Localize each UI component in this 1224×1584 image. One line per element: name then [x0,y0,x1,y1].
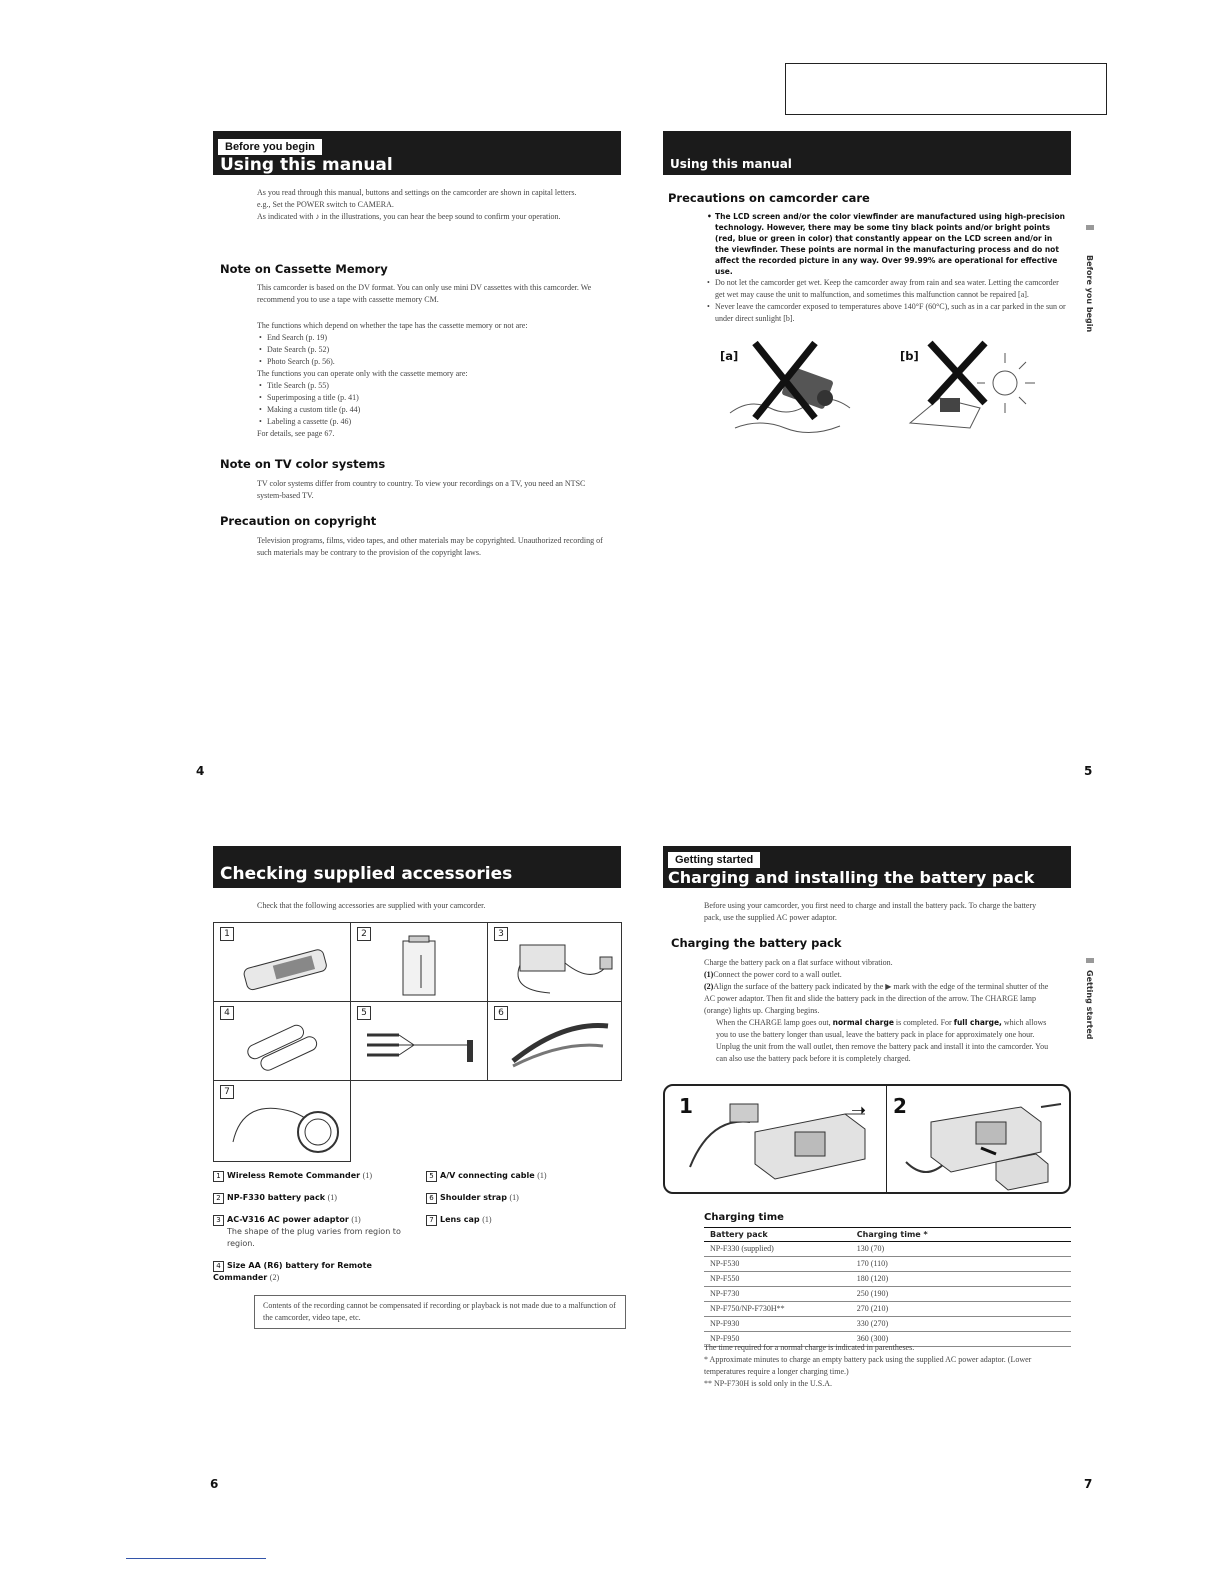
tv-text: TV color systems differ from country to country. To view your recordings on a TV, you need an NTSC system-based TV. [257,479,586,500]
cell-number: 7 [220,1085,234,1099]
page-number: 4 [196,764,205,778]
figure-divider [886,1086,887,1192]
step-arrow: ➝ [851,1100,867,1121]
functions-intro: The functions which depend on whether the tape has the cassette memory or not are: [257,321,528,330]
copyright-heading: Precaution on copyright [220,514,377,528]
notice-box: Contents of the recording cannot be compensated if recording or playback is not made due to a malfunction of the camcorder, video tape, etc. [254,1295,626,1329]
cell-number: 2 [357,927,371,941]
step-2: (2)Align the surface of the battery pack indicated by the ▶ mark with the edge of the terminal shutter of the AC power adaptor. Then fit and slide the battery pack in the direction of the arrow. The CHARGE lamp (orange) lights up. Charging begins. [704,982,1049,1015]
note-parentheses: The time required for a normal charge is indicated in parentheses. [704,1343,915,1352]
table-row: NP-F750/NP-F730H** 270 (210) [704,1302,1071,1317]
charging-heading: Charging the battery pack [671,936,842,950]
accessories-intro: Check that the following accessories are supplied with your camcorder. [257,901,486,910]
accessory-item: 5 A/V connecting cable (1) [426,1170,616,1182]
intro-beep: As indicated with ♪ in the illustrations, you can hear the beep sound to confirm your operation. [257,212,561,221]
charging-intro: Before using your camcorder, you first need to charge and install the battery pack. To charge the battery pack, use the supplied AC power adaptor. [704,901,1037,922]
page-number: 6 [210,1477,219,1491]
accessory-cell-4 [213,1001,351,1081]
charging-steps [704,957,1049,1065]
side-tab: Before you begin [1085,255,1094,333]
table-row: NP-F930 330 (270) [704,1317,1071,1332]
ac-adaptor-icon [508,935,618,1000]
accessory-item: 6 Shoulder strap (1) [426,1192,616,1204]
page5-header [663,131,1071,175]
page4-header [213,131,621,175]
accessory-item: 7 Lens cap (1) [426,1214,616,1226]
tv-heading: Note on TV color systems [220,457,386,471]
cassette-heading: Note on Cassette Memory [220,262,388,276]
functions-block [257,320,617,440]
section-tag: Before you begin [218,139,322,155]
accessories-grid [213,922,622,1162]
cell-number: 1 [220,927,234,941]
accessory-list-left [213,1170,413,1284]
accessory-cell-5 [350,1001,488,1081]
page-number: 7 [1084,1477,1093,1491]
list-item: • Making a custom title (p. 44) [257,404,617,416]
charging-time-heading: Charging time [704,1212,784,1223]
figure-step-1: 1 [679,1094,693,1118]
remote-commander-icon [234,941,334,996]
figure-step-2: 2 [893,1094,907,1118]
side-tab-marker [1086,225,1094,230]
charging-surface-note: Charge the battery pack on a flat surface without vibration. [704,958,893,967]
accessory-item: 4 Size AA (R6) battery for Remote Commander (2) [213,1261,372,1282]
list-item: • End Search (p. 19) [257,332,617,344]
page-title: Using this manual [670,157,792,171]
list-item: • Date Search (p. 52) [257,344,617,356]
cell-number: 5 [357,1006,371,1020]
page-number: 5 [1084,764,1093,778]
aa-batteries-icon [244,1020,324,1075]
table-row: NP-F330 (supplied) 130 (70) [704,1242,1071,1257]
top-right-frame [785,63,1107,115]
page-title: Checking supplied accessories [220,864,513,884]
note-asterisk: * Approximate minutes to charge an empty battery pack using the supplied AC power adaptor. (Lower temperatures require a longer charging time.) [704,1355,1032,1376]
care-bullets [705,211,1067,325]
fig-a-wet-camcorder-illustration [720,338,860,438]
section-tag: Getting started [668,852,760,868]
list-item: • Do not let the camcorder get wet. Keep the camcorder away from rain and sea water. Letting the camcorder get wet may cause the unit to malfunction, and sometimes this malfunction cannot be repaired [a]. [705,277,1067,301]
page-title: Charging and installing the battery pack [668,868,1035,887]
accessory-item: 2 NP-F330 battery pack (1) [213,1192,413,1204]
accessory-cell-2 [350,922,488,1002]
step-1: (1)Connect the power cord to a wall outlet. [704,970,842,979]
side-tab-marker [1086,958,1094,963]
intro-example: e.g., Set the POWER switch to CAMERA. [257,200,394,209]
cassette-text: This camcorder is based on the DV format. You can only use mini DV cassettes with this camcorder. We recommend you to use a tape with cassette memory CM. [257,283,592,304]
table-row: NP-F950 360 (300) [704,1332,1071,1347]
accessory-item: 1 Wireless Remote Commander (1) [213,1170,413,1182]
fig-b-sun-exposure-illustration [905,338,1045,438]
accessory-item: 3 AC-V316 AC power adaptor (1) The shape of the plug varies from region to region. [213,1214,413,1250]
list-item: • Superimposing a title (p. 41) [257,392,617,404]
cell-number: 6 [494,1006,508,1020]
cell-number: 4 [220,1006,234,1020]
list-item: • The LCD screen and/or the color viewfinder are manufactured using high-precision technology. However, there may be some tiny black points and/or bright points (red, blue or green in color) that constantly appear on the LCD screen and/or in the viewfinder. These points are normal in the manufacturing process and do not affect the recorded picture in any way. Over 99.99% are operational for effective use. [705,211,1067,277]
charging-time-table [704,1227,1071,1347]
accessory-cell-6 [487,1001,622,1081]
list-item: • Labeling a cassette (p. 46) [257,416,617,428]
table-row: NP-F530 170 (110) [704,1257,1071,1272]
accessory-list-right [426,1170,616,1226]
shoulder-strap-icon [503,1016,618,1076]
charging-notes [704,1342,1054,1390]
footnote-rule [126,1558,266,1559]
list-item: • Title Search (p. 55) [257,380,617,392]
battery-pack-icon [391,933,451,1001]
charging-figure [663,1084,1071,1194]
accessory-cell-3 [487,922,622,1002]
care-heading: Precautions on camcorder care [668,191,870,205]
column-header: Charging time * [851,1228,1071,1242]
adaptor-battery-step2-illustration [901,1092,1067,1192]
page6-header [213,846,621,888]
accessory-cell-1 [213,922,351,1002]
av-cable-icon [359,1020,484,1075]
list-item: • Never leave the camcorder exposed to temperatures above 140°F (60°C), such as in a car parked in the sun or under direct sunlight [b]. [705,301,1067,325]
page7-header [663,846,1071,888]
side-tab: Getting started [1085,970,1094,1040]
fig-a-label: [a] [720,349,739,363]
step-2-continued: When the CHARGE lamp goes out, normal charge is completed. For full charge, which allows you to use the battery longer than usual, leave the battery pack in place for approximately one hour. Unplug the unit from the wall outlet, then remove the battery pack and install it into the camcorder. You can also use the battery pack before it is completely charged. [716,1018,1049,1063]
table-row: NP-F730 250 (190) [704,1287,1071,1302]
cell-number: 3 [494,927,508,941]
accessory-cell-7 [213,1080,351,1162]
page-title: Using this manual [220,155,393,175]
fig-b-label: [b] [900,349,919,363]
table-row: NP-F550 180 (120) [704,1272,1071,1287]
column-header: Battery pack [704,1228,851,1242]
copyright-text: Television programs, films, video tapes, and other materials may be copyrighted. Unauthorized recording of such materials may be contrary to the provision of the copyright laws. [257,536,603,557]
functions-details: For details, see page 67. [257,429,335,438]
functions-cm-intro: The functions you can operate only with the cassette memory are: [257,369,468,378]
note-double-asterisk: ** NP-F730H is sold only in the U.S.A. [704,1379,833,1388]
lens-cap-icon [228,1097,348,1161]
list-item: • Photo Search (p. 56). [257,356,617,368]
page4-intro [257,187,607,223]
intro-paragraph: As you read through this manual, buttons and settings on the camcorder are shown in capital letters. [257,188,577,197]
